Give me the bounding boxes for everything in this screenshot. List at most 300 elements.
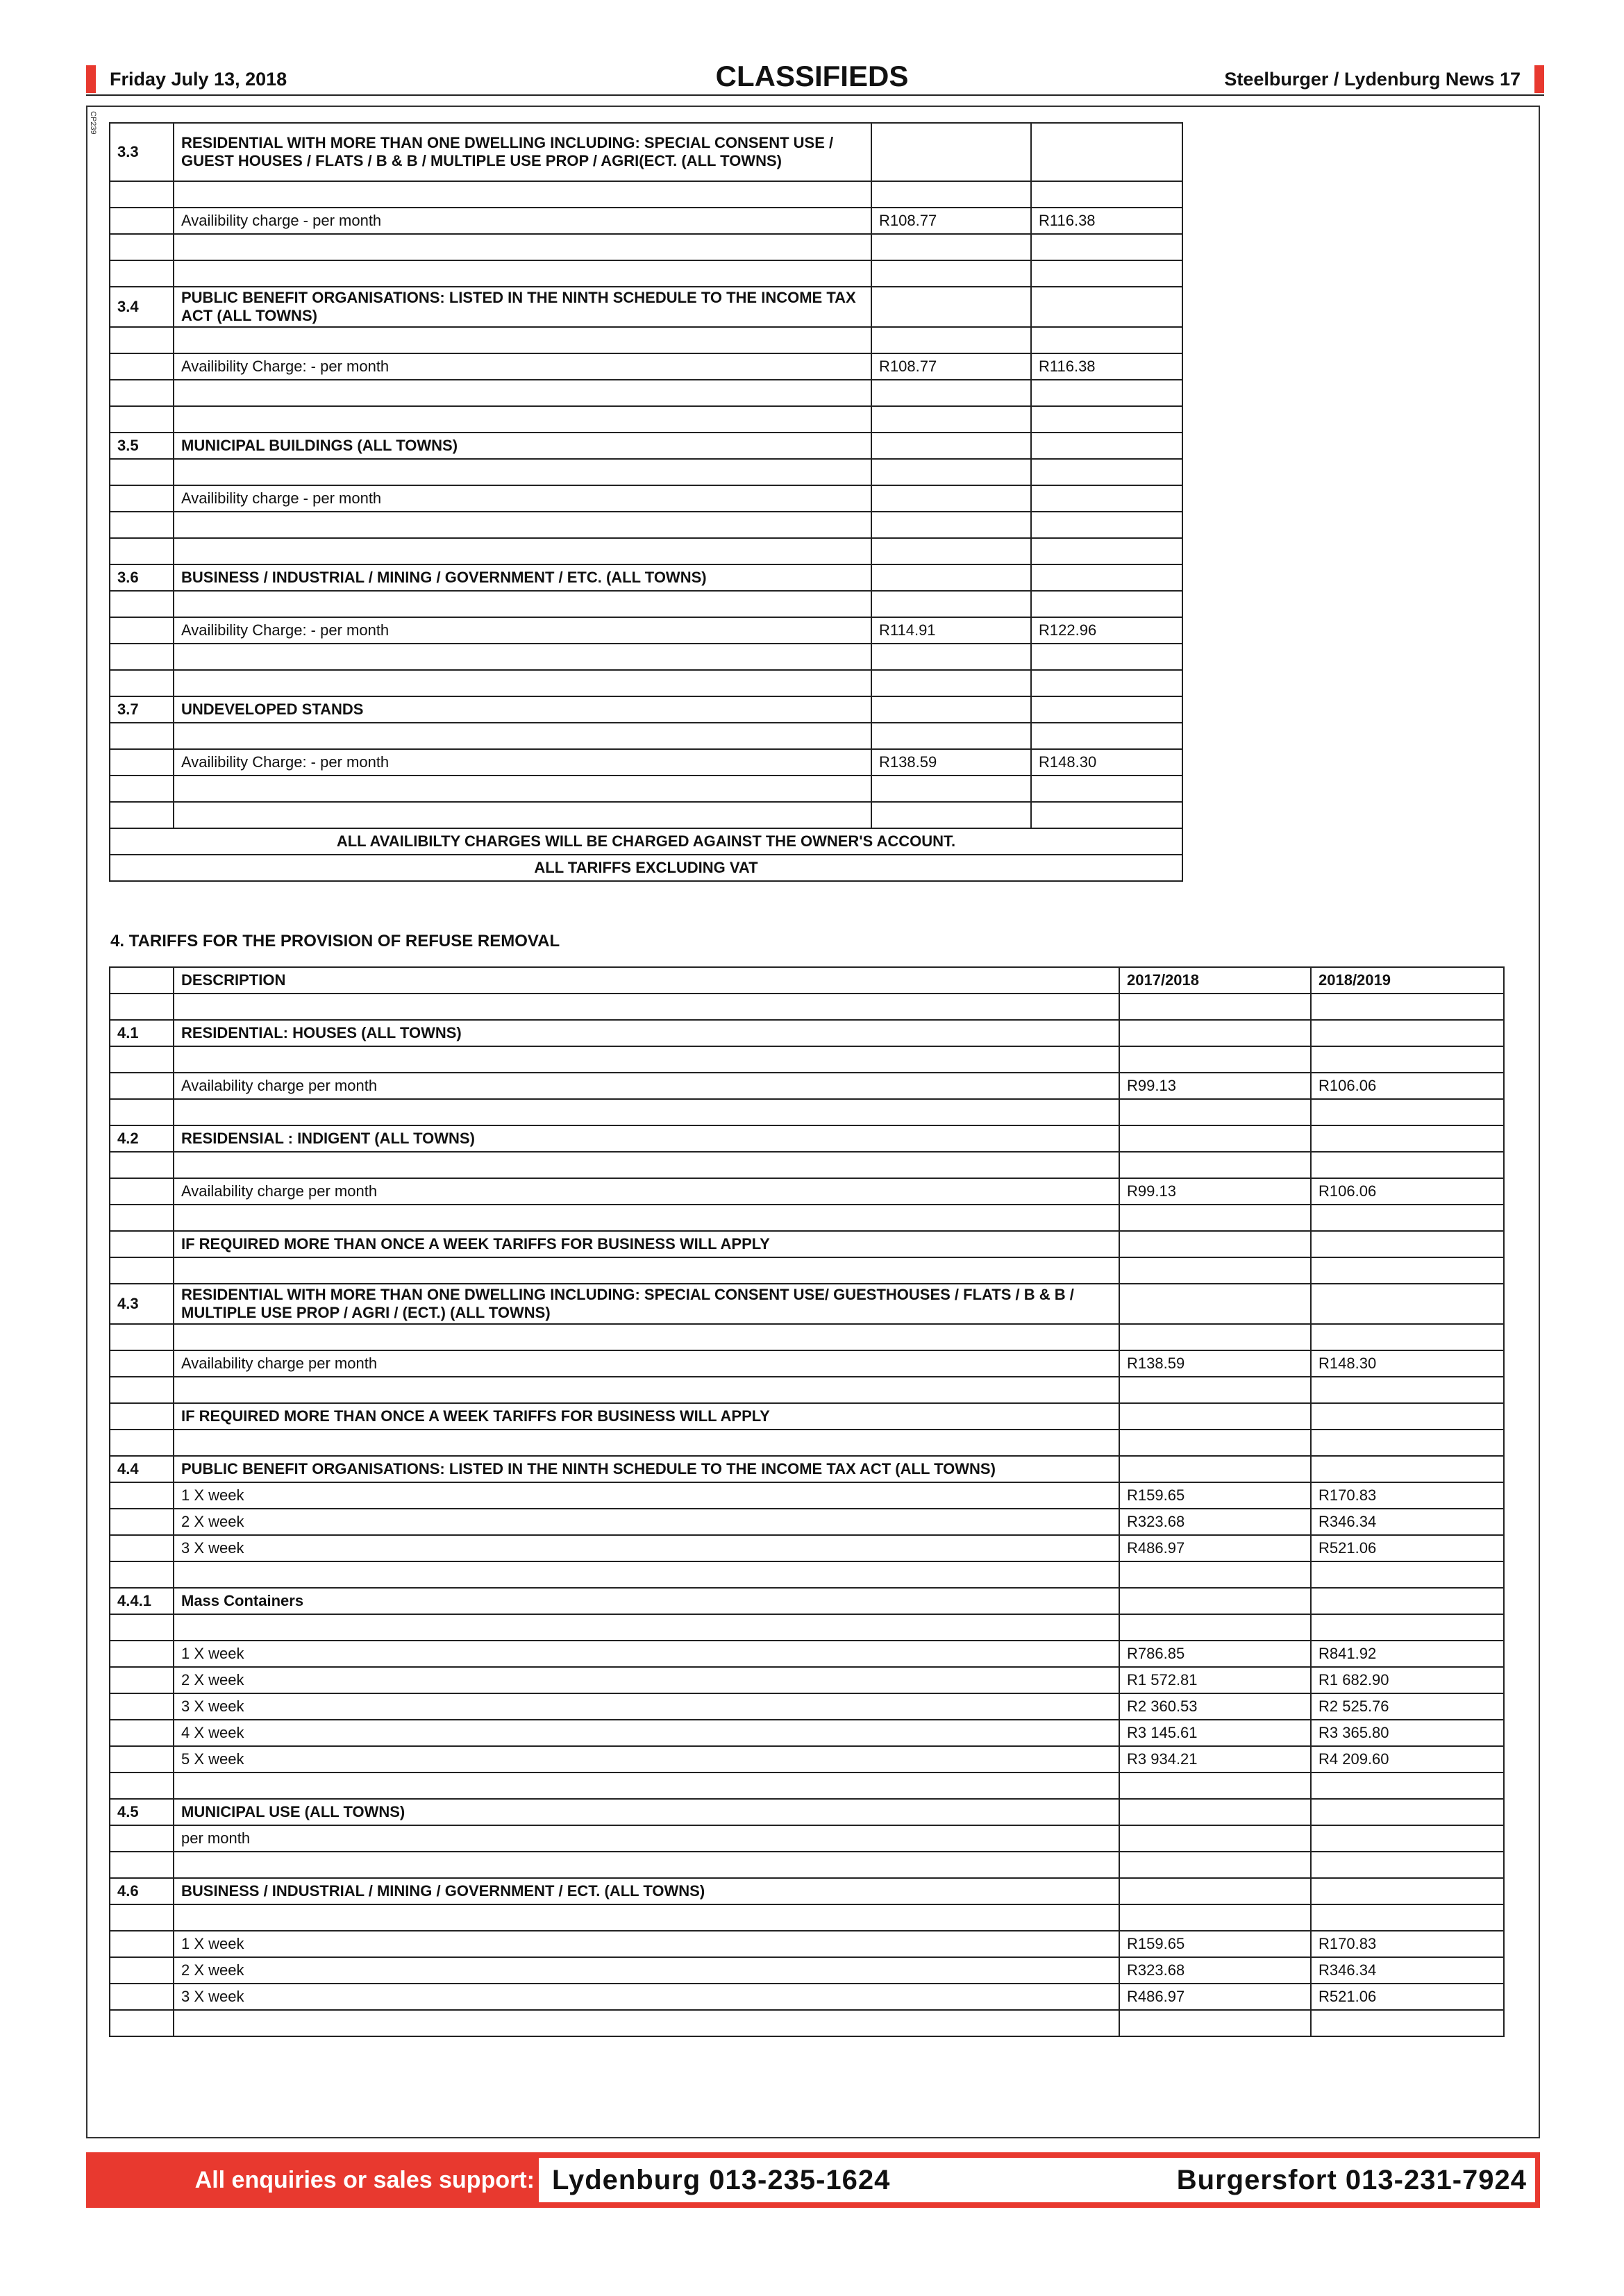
tariff-2017-cell [871,776,1031,802]
tariff-2017-cell [871,538,1031,564]
item-number-cell: 4.4.1 [110,1588,174,1614]
tariff-2017-cell: R108.77 [871,208,1031,234]
tariff-2018-cell [1311,1614,1504,1641]
description-cell: 3 X week [174,1535,1119,1561]
tariff-2017-cell [871,459,1031,485]
tariff-2018-cell [1311,1588,1504,1614]
item-number-cell [110,1403,174,1430]
tariff-2017-cell [1119,1403,1311,1430]
item-number-cell: 3.4 [110,287,174,327]
table-row [110,1403,1504,1430]
item-number-cell [110,1957,174,1984]
tariff-2017-cell [871,406,1031,433]
tariff-2018-cell: R1 682.90 [1311,1667,1504,1693]
table-row [110,994,1504,1020]
description-cell [174,459,871,485]
item-number-cell [110,1073,174,1099]
table-row [110,459,1182,485]
tariff-2018-cell [1311,1456,1504,1482]
description-cell [174,723,871,749]
table-row [110,696,1182,723]
tariff-2017-cell: R486.97 [1119,1535,1311,1561]
description-cell [174,1430,1119,1456]
description-cell: 4 X week [174,1720,1119,1746]
tariff-2017-cell [1119,1125,1311,1152]
item-number-cell [110,1904,174,1931]
item-number-cell [110,512,174,538]
tariff-2017-cell: R99.13 [1119,1178,1311,1205]
item-number-cell [110,1984,174,2010]
item-number-cell [110,1931,174,1957]
column-header: 2018/2019 [1311,967,1504,994]
table-row [110,538,1182,564]
tariff-2018-cell [1031,723,1182,749]
table-row [110,1430,1504,1456]
item-number-cell [110,591,174,617]
table-row [110,234,1182,260]
tariff-2018-cell [1311,1324,1504,1350]
tariff-2018-cell [1031,696,1182,723]
table-row [110,1957,1504,1984]
tariff-2017-cell [1119,1773,1311,1799]
item-number-cell [110,802,174,828]
description-cell [174,260,871,287]
tariff-2017-cell: R114.91 [871,617,1031,644]
table-row [110,1878,1504,1904]
tariff-2017-cell [1119,2010,1311,2036]
table-header-row [110,967,1504,994]
tariff-2017-cell [1119,1152,1311,1178]
tariff-2017-cell [871,234,1031,260]
tariff-2017-cell [1119,1046,1311,1073]
tariff-2017-cell [871,564,1031,591]
tariff-2017-cell [871,181,1031,208]
table-row [110,617,1182,644]
table-row [110,260,1182,287]
tariff-2017-cell: R323.68 [1119,1509,1311,1535]
tariff-2017-cell [871,802,1031,828]
tariff-2018-cell: R106.06 [1311,1178,1504,1205]
table-note-row [110,828,1182,855]
table-row [110,208,1182,234]
item-number-cell: 4.1 [110,1020,174,1046]
tariff-2017-cell [1119,1205,1311,1231]
tariff-2018-cell [1031,327,1182,353]
tariff-2018-cell [1311,1773,1504,1799]
description-cell [174,1561,1119,1588]
header-date: Friday July 13, 2018 [86,65,287,93]
item-number-cell [110,1152,174,1178]
item-number-cell [110,353,174,380]
item-number-cell [110,1693,174,1720]
tariff-2018-cell: R116.38 [1031,353,1182,380]
description-cell [174,2010,1119,2036]
description-cell: Availibility Charge: - per month [174,749,871,776]
item-number-cell [110,1205,174,1231]
description-cell: 1 X week [174,1931,1119,1957]
tariff-2018-cell [1031,564,1182,591]
tariff-2017-cell: R3 145.61 [1119,1720,1311,1746]
item-number-cell [110,327,174,353]
description-cell: Availability charge per month [174,1350,1119,1377]
description-cell: RESIDENTIAL WITH MORE THAN ONE DWELLING INCLUDING: SPECIAL CONSENT USE/ GUESTHOUSES / FLATS / B & B / MULTIPLE USE PROP / AGRI / (ECT.) (ALL TOWNS) [174,1284,1119,1324]
tariff-2018-cell: R346.34 [1311,1957,1504,1984]
tariff-2018-cell [1311,1046,1504,1073]
item-number-cell [110,459,174,485]
description-cell [174,538,871,564]
table-row [110,1667,1504,1693]
tariff-2017-cell [871,591,1031,617]
tariff-2017-cell: R138.59 [1119,1350,1311,1377]
table-row [110,181,1182,208]
tariff-2018-cell [1031,538,1182,564]
item-number-cell: 3.6 [110,564,174,591]
tariff-2017-cell [1119,994,1311,1020]
tariff-2017-cell: R159.65 [1119,1931,1311,1957]
table-row [110,1377,1504,1403]
item-number-cell [110,723,174,749]
tariff-2018-cell [1311,1403,1504,1430]
tariff-2018-cell: R148.30 [1031,749,1182,776]
tariff-2018-cell [1031,459,1182,485]
tariff-2018-cell [1031,123,1182,181]
table-row [110,1324,1504,1350]
tariff-2017-cell [1119,1324,1311,1350]
availability-charges-table [109,122,1183,882]
item-number-cell [110,1509,174,1535]
description-cell [174,512,871,538]
item-number-cell [110,1852,174,1878]
column-header: DESCRIPTION [174,967,1119,994]
description-cell [174,1852,1119,1878]
tariff-2017-cell [871,723,1031,749]
table-row [110,1773,1504,1799]
tariff-2018-cell [1031,181,1182,208]
tariff-2018-cell: R170.83 [1311,1931,1504,1957]
table-note: ALL AVAILIBILTY CHARGES WILL BE CHARGED AGAINST THE OWNER'S ACCOUNT. [110,828,1182,855]
table-row [110,1904,1504,1931]
description-cell: 5 X week [174,1746,1119,1773]
table-row [110,802,1182,828]
item-number-cell [110,1614,174,1641]
table-row [110,287,1182,327]
tariff-2018-cell [1311,1377,1504,1403]
table-row [110,1509,1504,1535]
tariff-2018-cell [1031,802,1182,828]
tariff-2018-cell [1311,1020,1504,1046]
tariff-2017-cell [1119,1904,1311,1931]
table-row [110,1931,1504,1957]
description-cell: IF REQUIRED MORE THAN ONCE A WEEK TARIFFS FOR BUSINESS WILL APPLY [174,1403,1119,1430]
description-cell: RESIDENTIAL WITH MORE THAN ONE DWELLING INCLUDING: SPECIAL CONSENT USE / GUEST HOUSES / FLATS / B & B / MULTIPLE USE PROP / AGRI(ECT. (ALL TOWNS) [174,123,871,181]
description-cell: Availability charge per month [174,1178,1119,1205]
description-cell: BUSINESS / INDUSTRIAL / MINING / GOVERNMENT / ECT. (ALL TOWNS) [174,1878,1119,1904]
table-row [110,512,1182,538]
tariff-2017-cell [871,287,1031,327]
tariff-2017-cell [871,512,1031,538]
item-number-cell [110,406,174,433]
table-row [110,1799,1504,1825]
footer-label: All enquiries or sales support: [194,2167,535,2193]
table-row [110,644,1182,670]
tariff-2018-cell [1311,1152,1504,1178]
tariff-2018-cell [1031,260,1182,287]
item-number-cell [110,994,174,1020]
item-number-cell: 4.3 [110,1284,174,1324]
tariff-2017-cell [1119,1430,1311,1456]
description-cell: 1 X week [174,1641,1119,1667]
table-row [110,353,1182,380]
tariff-2018-cell: R4 209.60 [1311,1746,1504,1773]
table-row [110,327,1182,353]
section-4-title: 4. TARIFFS FOR THE PROVISION OF REFUSE REMOVAL [110,932,560,950]
tariff-2017-cell [1119,1561,1311,1588]
description-cell: 2 X week [174,1957,1119,1984]
table-row [110,749,1182,776]
tariff-2018-cell [1311,1099,1504,1125]
tariff-2018-cell: R521.06 [1311,1535,1504,1561]
item-number-cell [110,1350,174,1377]
description-cell: Availibility charge - per month [174,485,871,512]
tariff-2018-cell: R148.30 [1311,1350,1504,1377]
table-row [110,1456,1504,1482]
description-cell [174,1377,1119,1403]
description-cell: MUNICIPAL BUILDINGS (ALL TOWNS) [174,433,871,459]
item-number-cell [110,1046,174,1073]
description-cell: Availability charge per month [174,1073,1119,1099]
table-row [110,485,1182,512]
description-cell [174,327,871,353]
item-number-cell [110,538,174,564]
tariff-2017-cell: R138.59 [871,749,1031,776]
table-row [110,1614,1504,1641]
description-cell [174,181,871,208]
description-cell [174,776,871,802]
item-number-cell [110,644,174,670]
item-number-cell [110,1641,174,1667]
table-row [110,1257,1504,1284]
item-number-cell [110,260,174,287]
description-cell [174,1099,1119,1125]
table-row [110,123,1182,181]
table-row [110,776,1182,802]
item-number-cell: 4.4 [110,1456,174,1482]
tariff-2017-cell [871,123,1031,181]
item-number-cell [110,1430,174,1456]
description-cell: UNDEVELOPED STANDS [174,696,871,723]
description-cell: Availibility Charge: - per month [174,353,871,380]
tariff-2018-cell [1311,1284,1504,1324]
tariff-2017-cell [871,260,1031,287]
item-number-cell: 4.6 [110,1878,174,1904]
description-cell [174,1773,1119,1799]
tariff-2018-cell [1311,2010,1504,2036]
table-row [110,591,1182,617]
tariff-2018-cell [1031,512,1182,538]
item-number-cell [110,1667,174,1693]
description-cell [174,994,1119,1020]
tariff-2018-cell [1031,234,1182,260]
item-number-cell [110,670,174,696]
tariff-2017-cell: R2 360.53 [1119,1693,1311,1720]
item-number-cell [110,181,174,208]
table-row [110,1561,1504,1588]
tariff-2017-cell [1119,1456,1311,1482]
description-cell: MUNICIPAL USE (ALL TOWNS) [174,1799,1119,1825]
item-number-cell [110,1720,174,1746]
description-cell: 1 X week [174,1482,1119,1509]
description-cell: Mass Containers [174,1588,1119,1614]
tariff-2018-cell [1311,1125,1504,1152]
item-number-cell [110,749,174,776]
tariff-2018-cell [1311,1257,1504,1284]
header-rule [86,94,1544,96]
item-number-cell: 4.5 [110,1799,174,1825]
tariff-2017-cell [1119,1231,1311,1257]
tariff-2018-cell [1031,406,1182,433]
description-cell [174,1152,1119,1178]
item-number-cell [110,208,174,234]
description-cell: RESIDENTIAL: HOUSES (ALL TOWNS) [174,1020,1119,1046]
table-row [110,1046,1504,1073]
tariff-2017-cell [1119,1878,1311,1904]
table-row [110,1588,1504,1614]
tariff-2017-cell: R323.68 [1119,1957,1311,1984]
tariff-2018-cell [1031,591,1182,617]
tariff-2017-cell [871,670,1031,696]
description-cell: per month [174,1825,1119,1852]
refuse-removal-table [109,966,1505,2037]
table-row [110,1020,1504,1046]
item-number-cell [110,1231,174,1257]
table-row [110,723,1182,749]
tariff-2018-cell [1311,1904,1504,1931]
tariff-2018-cell: R170.83 [1311,1482,1504,1509]
item-number-cell [110,1825,174,1852]
tariff-2017-cell [1119,1257,1311,1284]
description-cell: 3 X week [174,1693,1119,1720]
item-number-cell: 4.2 [110,1125,174,1152]
description-cell [174,234,871,260]
description-cell [174,1257,1119,1284]
tariff-2018-cell [1031,433,1182,459]
footer-burgersfort-phone: Burgersfort 013-231-7924 [1176,2165,1527,2195]
item-number-cell [110,1377,174,1403]
tariff-2017-cell: R786.85 [1119,1641,1311,1667]
tariff-2018-cell [1311,1231,1504,1257]
tariff-2017-cell [1119,1614,1311,1641]
table-row [110,1152,1504,1178]
ad-code: CP239 [89,111,97,135]
table-row [110,1178,1504,1205]
tariff-2018-cell: R521.06 [1311,1984,1504,2010]
tariff-2018-cell [1311,1825,1504,1852]
table-row [110,1825,1504,1852]
tariff-2017-cell: R99.13 [1119,1073,1311,1099]
description-cell: 2 X week [174,1667,1119,1693]
item-number-cell [110,617,174,644]
table-row [110,1746,1504,1773]
tariff-2018-cell: R3 365.80 [1311,1720,1504,1746]
description-cell [174,1904,1119,1931]
table-row [110,433,1182,459]
table-row [110,1535,1504,1561]
header-section: CLASSIFIEDS [715,60,909,92]
item-number-cell [110,485,174,512]
item-number-cell [110,1535,174,1561]
tariff-2017-cell [871,644,1031,670]
description-cell: 3 X week [174,1984,1119,2010]
description-cell: RESIDENSIAL : INDIGENT (ALL TOWNS) [174,1125,1119,1152]
column-header: 2017/2018 [1119,967,1311,994]
tariff-2018-cell [1031,670,1182,696]
tariff-2017-cell [871,696,1031,723]
table-row [110,1231,1504,1257]
tariff-2018-cell [1031,644,1182,670]
item-number-cell: 3.5 [110,433,174,459]
column-header [110,967,174,994]
tariff-2017-cell [1119,1099,1311,1125]
description-cell: Availibility charge - per month [174,208,871,234]
table-row [110,1099,1504,1125]
item-number-cell [110,1178,174,1205]
description-cell [174,406,871,433]
table-row [110,406,1182,433]
tariff-2017-cell: R3 934.21 [1119,1746,1311,1773]
tariff-2018-cell [1311,1205,1504,1231]
tariff-2017-cell [1119,1588,1311,1614]
item-number-cell [110,1099,174,1125]
tariff-2018-cell [1311,1852,1504,1878]
tariff-2018-cell [1031,776,1182,802]
tariff-2017-cell [871,327,1031,353]
description-cell: BUSINESS / INDUSTRIAL / MINING / GOVERNMENT / ETC. (ALL TOWNS) [174,564,871,591]
item-number-cell [110,1746,174,1773]
table-note: ALL TARIFFS EXCLUDING VAT [110,855,1182,881]
tariff-2017-cell [871,485,1031,512]
item-number-cell: 3.7 [110,696,174,723]
item-number-cell [110,380,174,406]
description-cell [174,1324,1119,1350]
table-row [110,1284,1504,1324]
item-number-cell [110,1773,174,1799]
description-cell: PUBLIC BENEFIT ORGANISATIONS: LISTED IN THE NINTH SCHEDULE TO THE INCOME TAX ACT (ALL TOWNS) [174,287,871,327]
table-row [110,2010,1504,2036]
description-cell [174,1614,1119,1641]
table-row [110,1125,1504,1152]
table-row [110,670,1182,696]
tariff-2018-cell: R2 525.76 [1311,1693,1504,1720]
description-cell: Availibility Charge: - per month [174,617,871,644]
description-cell: IF REQUIRED MORE THAN ONCE A WEEK TARIFFS FOR BUSINESS WILL APPLY [174,1231,1119,1257]
footer-lydenburg-phone: Lydenburg 013-235-1624 [552,2165,891,2195]
tariff-2017-cell: R159.65 [1119,1482,1311,1509]
header-publication: Steelburger / Lydenburg News 17 [1224,65,1544,93]
item-number-cell [110,234,174,260]
item-number-cell [110,1561,174,1588]
tariff-2018-cell: R122.96 [1031,617,1182,644]
tariff-2017-cell: R1 572.81 [1119,1667,1311,1693]
description-cell [174,802,871,828]
table-row [110,1073,1504,1099]
tariff-2017-cell [1119,1020,1311,1046]
tariff-2017-cell [1119,1799,1311,1825]
item-number-cell [110,2010,174,2036]
description-cell [174,380,871,406]
table-row [110,1852,1504,1878]
tariff-2018-cell [1311,1430,1504,1456]
tariff-2017-cell [871,380,1031,406]
